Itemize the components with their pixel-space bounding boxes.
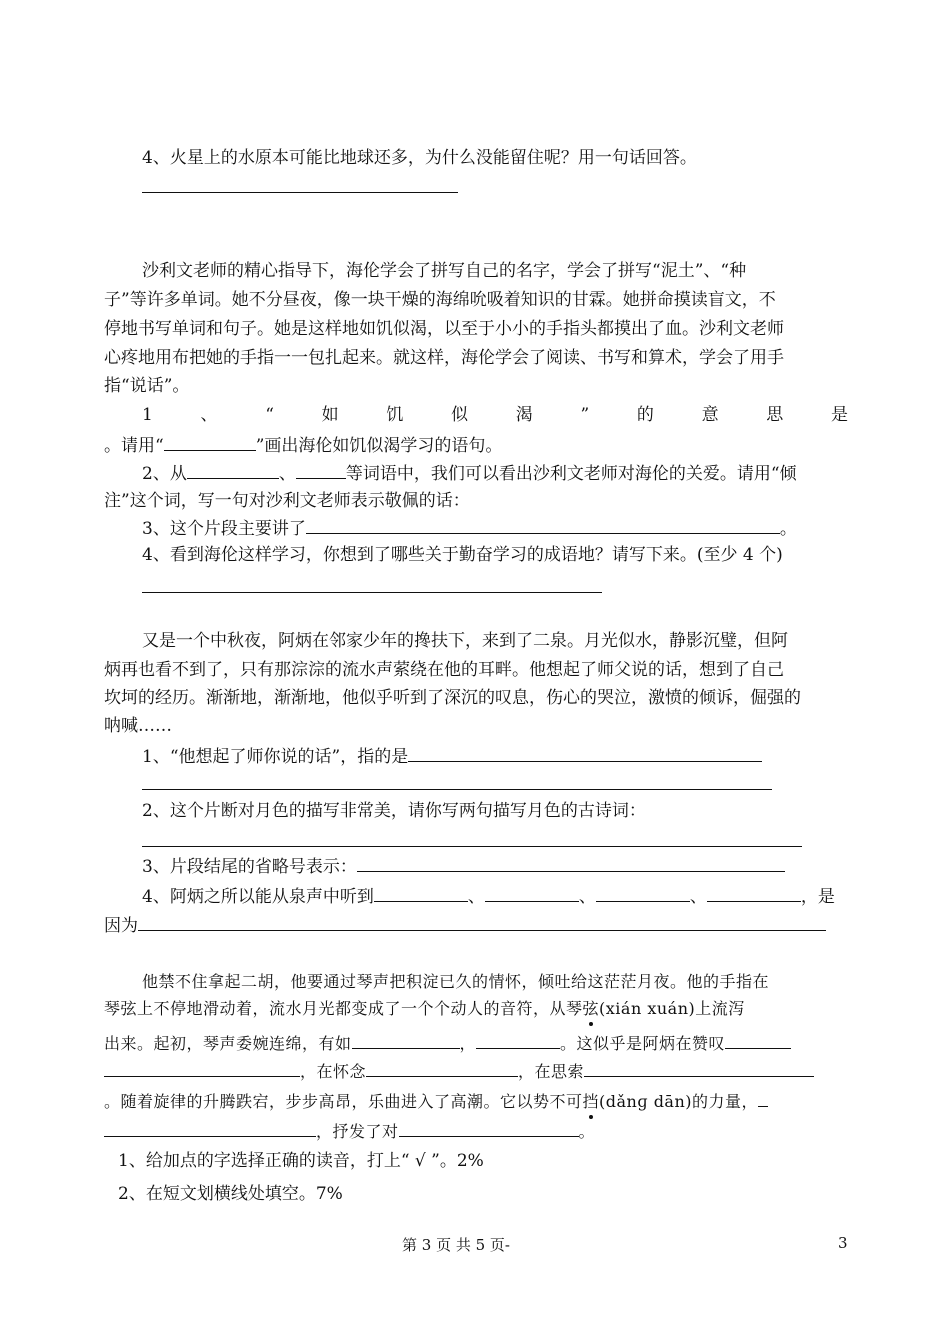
p2-q1-char: 似 bbox=[451, 405, 469, 425]
p3-q1-answer-line[interactable] bbox=[142, 789, 772, 790]
p4-text-line: 他禁不住拿起二胡，他要通过琴声把积淀已久的情怀，倾吐给这茫茫月夜。他的手指在 bbox=[142, 972, 770, 991]
p2-q3-blank[interactable] bbox=[306, 515, 780, 534]
p2-question-1-line2: 。请用“ ”画出海伦如饥似渴学习的语句。 bbox=[104, 432, 502, 458]
p2-q2-blank-2[interactable] bbox=[296, 460, 346, 479]
p2-q1-blank[interactable] bbox=[164, 432, 256, 451]
p4-blank-7[interactable] bbox=[758, 1088, 768, 1107]
p2-q4-answer-line[interactable] bbox=[142, 592, 602, 593]
p3-q4-blank-5[interactable] bbox=[138, 912, 826, 931]
p4-question-1: 1、给加点的字选择正确的读音，打上“ √ ”。2% bbox=[118, 1151, 484, 1171]
p3-q1-blank[interactable] bbox=[408, 743, 762, 762]
dotted-char-xian: 弦 bbox=[583, 997, 600, 1021]
p1-q4-answer-line[interactable] bbox=[142, 192, 458, 193]
p3-text-line: 炳再也看不到了，只有那淙淙的流水声萦绕在他的耳畔。他想起了师父说的话，想到了自己 bbox=[104, 660, 784, 680]
p4-blank-3[interactable] bbox=[725, 1030, 791, 1049]
p3-question-1: 1、“他想起了师你说的话”，指的是 bbox=[142, 743, 762, 769]
p4-text-line: 。随着旋律的升腾跌宕，步步高昂，乐曲进入了高潮。它以势不可挡(dǎnɡ dān)的力量， bbox=[104, 1088, 768, 1114]
p2-question-1 bbox=[142, 403, 848, 427]
p2-q2-blank-1[interactable] bbox=[187, 460, 279, 479]
page-number: 3 bbox=[838, 1234, 848, 1252]
p2-q1-char: 、 bbox=[200, 405, 218, 425]
p3-q4-blank-1[interactable] bbox=[374, 883, 468, 902]
p4-text-line: ，抒发了对 。 bbox=[104, 1118, 595, 1144]
p2-q1-char: 如 bbox=[321, 405, 339, 425]
p2-text-line: 沙利文老师的精心指导下，海伦学会了拼写自己的名字，学会了拼写“泥土”、“种 bbox=[142, 261, 747, 281]
p4-blank-9[interactable] bbox=[399, 1118, 579, 1137]
p2-text-line: 指“说话”。 bbox=[104, 376, 190, 396]
p2-text-line: 停地书写单词和句子。她是这样地如饥似渴，以至于小小的手指头都摸出了血。沙利文老师 bbox=[104, 319, 784, 339]
p3-q3-blank[interactable] bbox=[357, 853, 785, 872]
p4-text-line: 出来。起初，琴声委婉连绵，有如 ， 。这似乎是阿炳在赞叹 bbox=[104, 1030, 791, 1056]
p2-question-2-line2: 注”这个词，写一句对沙利文老师表示敬佩的话： bbox=[104, 491, 470, 511]
p3-text-line: 坎坷的经历。渐渐地，渐渐地，他似乎听到了深沉的叹息，伤心的哭泣，激愤的倾诉，倔强的 bbox=[104, 688, 801, 708]
p2-q1-char: ” bbox=[580, 405, 590, 425]
p3-q4-blank-3[interactable] bbox=[596, 883, 690, 902]
p2-q1-char: 饥 bbox=[386, 405, 404, 425]
p4-blank-1[interactable] bbox=[352, 1030, 460, 1049]
p3-q2-answer-line[interactable] bbox=[142, 846, 802, 847]
p4-blank-5[interactable] bbox=[366, 1058, 518, 1077]
p4-blank-6[interactable] bbox=[584, 1058, 814, 1077]
dotted-char-dang: 挡 bbox=[583, 1090, 600, 1114]
p4-text-line: ，在怀念 ，在思索 bbox=[104, 1058, 814, 1084]
p2-q1-char: 意 bbox=[701, 405, 719, 425]
p3-q4-blank-4[interactable] bbox=[707, 883, 801, 902]
p3-question-4-line2: 因为 bbox=[104, 912, 826, 938]
p4-question-2: 2、在短文划横线处填空。7% bbox=[118, 1184, 343, 1204]
p4-text-line: 琴弦上不停地滑动着，流水月光都变成了一个个动人的音符，从琴弦(xián xuán)上流泻 bbox=[104, 997, 745, 1021]
p2-question-3: 3、这个片段主要讲了 。 bbox=[142, 515, 797, 541]
p2-text-line: 子”等许多单词。她不分昼夜，像一块干燥的海绵吮吸着知识的甘霖。她拼命摸读盲文，不 bbox=[104, 290, 776, 310]
p2-text-line: 心疼地用布把她的手指一一包扎起来。就这样，海伦学会了阅读、书写和算术，学会了用手 bbox=[104, 348, 784, 368]
page-footer-label: 第 3 页 共 5 页- bbox=[402, 1236, 510, 1254]
p3-text-line: 又是一个中秋夜，阿炳在邻家少年的搀扶下，来到了二泉。月光似水，静影沉璧，但阿 bbox=[142, 631, 788, 651]
p4-blank-8[interactable] bbox=[104, 1118, 316, 1137]
p3-question-2: 2、这个片断对月色的描写非常美，请你写两句描写月色的古诗词： bbox=[142, 801, 646, 821]
p3-text-line: 呐喊…… bbox=[104, 716, 172, 736]
p3-q4-blank-2[interactable] bbox=[485, 883, 579, 902]
p3-question-4: 4、阿炳之所以能从泉声中听到 、 、 、 ，是 bbox=[142, 883, 835, 909]
p4-blank-4[interactable] bbox=[104, 1058, 300, 1077]
p2-q1-char: 渴 bbox=[515, 405, 533, 425]
p2-question-4: 4、看到海伦这样学习，你想到了哪些关于勤奋学习的成语地？请写下来。(至少 4 个) bbox=[142, 545, 783, 565]
p2-q1-char: “ bbox=[265, 405, 274, 425]
p1-question-4: 4、火星上的水原本可能比地球还多，为什么没能留住呢？用一句话回答。 bbox=[142, 148, 697, 168]
p4-blank-2[interactable] bbox=[476, 1030, 560, 1049]
p2-q1-char: 1 bbox=[142, 405, 153, 425]
p2-q1-char: 思 bbox=[766, 405, 784, 425]
p2-q1-char: 是 bbox=[830, 405, 848, 425]
p3-question-3: 3、片段结尾的省略号表示： bbox=[142, 853, 785, 879]
p2-q1-char: 的 bbox=[636, 405, 654, 425]
p2-question-2: 2、从 、 等词语中，我们可以看出沙利文老师对海伦的关爱。请用“倾 bbox=[142, 460, 797, 486]
